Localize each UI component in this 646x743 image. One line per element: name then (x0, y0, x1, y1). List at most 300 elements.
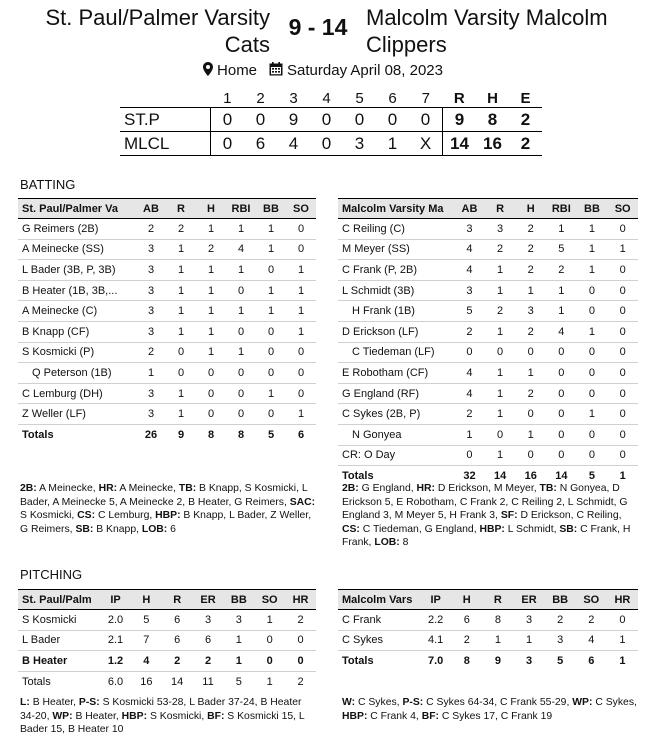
note-text: A Meinecke, (117, 483, 179, 494)
totals-label: Totals (22, 428, 54, 441)
stat-value: 3 (193, 610, 224, 631)
stat-column-header: HR (607, 590, 638, 610)
stat-value: 0 (286, 383, 316, 404)
stat-value: 1 (196, 280, 226, 301)
team-total: 14 (443, 132, 477, 156)
stat-column-header: BB (545, 590, 576, 610)
player-name: B Knapp (CF) (18, 321, 136, 342)
player-row (18, 342, 316, 363)
note-label: WP: (52, 710, 73, 722)
stat-value: 1 (607, 239, 638, 260)
stat-value: 0 (607, 383, 638, 404)
stat-value: 2 (515, 219, 546, 240)
player-name: Z Weller (LF) (18, 404, 136, 425)
note-text: 6 (167, 523, 176, 535)
player-row (338, 301, 638, 322)
stat-value: 0 (546, 363, 577, 384)
stat-value: 1 (226, 219, 256, 240)
total-value: 5 (235, 675, 242, 688)
stat-value: 1 (577, 321, 608, 342)
total-value: 9 (177, 428, 185, 441)
stat-value: 2 (136, 342, 166, 363)
stat-value: 1 (482, 630, 513, 651)
player-row (18, 280, 316, 301)
stat-value: 1 (454, 424, 485, 445)
stat-value: 0 (285, 651, 316, 672)
stat-value: 0 (607, 301, 638, 322)
stat-value: 0 (546, 445, 577, 466)
stat-value: 0 (515, 445, 546, 466)
stat-column-header: R (162, 590, 193, 610)
player-row (18, 321, 316, 342)
stat-value: 1 (286, 280, 316, 301)
stat-value: 2 (454, 404, 485, 425)
player-row (18, 383, 316, 404)
stat-value: 4 (454, 260, 485, 281)
player-row (18, 301, 316, 322)
stat-value: 0 (196, 404, 226, 425)
stat-value: 1 (607, 630, 638, 651)
stat-value: 1 (577, 219, 608, 240)
stat-value: 0 (607, 445, 638, 466)
inning-header: 6 (388, 89, 397, 107)
stat-value: 3 (513, 610, 544, 631)
stat-value: 0 (607, 404, 638, 425)
stat-value: 2 (162, 651, 193, 672)
stat-value: 1 (546, 301, 577, 322)
stat-value: 1 (256, 383, 286, 404)
player-row (18, 651, 316, 672)
stat-value: 6 (451, 610, 482, 631)
stat-value: 0 (546, 404, 577, 425)
player-row (338, 445, 638, 466)
total-value: 1 (619, 654, 626, 667)
stat-value: 1 (196, 342, 226, 363)
stat-value: 0 (286, 239, 316, 260)
stat-value: 4 (454, 239, 485, 260)
note-label: HBP: (479, 523, 505, 535)
stat-column-header: R (482, 590, 513, 610)
player-row (338, 383, 638, 404)
stat-value: 2 (485, 239, 516, 260)
stat-value: 3 (136, 321, 166, 342)
stat-value: 1 (286, 404, 316, 425)
stat-value: 4 (546, 321, 577, 342)
stat-value: 5 (454, 301, 485, 322)
totals-label: Totals (342, 469, 374, 482)
stat-value: 2 (166, 219, 196, 240)
stat-value: 3 (136, 404, 166, 425)
note-label: 2B: (342, 483, 359, 494)
stat-value: 0 (256, 363, 286, 384)
location-label: Home (217, 62, 258, 79)
inning-runs: 0 (211, 132, 245, 156)
stat-value: 2 (285, 610, 316, 631)
player-name: C Sykes (338, 630, 420, 651)
linescore-table (120, 89, 542, 156)
stat-value: 1 (515, 363, 546, 384)
note-text: A Meinecke, (36, 483, 99, 494)
stat-value: 1 (577, 239, 608, 260)
stat-value: 3 (136, 260, 166, 281)
stat-value: 0 (256, 404, 286, 425)
stat-value: 0 (256, 321, 286, 342)
stat-column-header: BB (223, 590, 254, 610)
calendar-icon (269, 62, 283, 80)
stat-value: 3 (515, 301, 546, 322)
stat-value: 1 (515, 280, 546, 301)
stat-value: 2.1 (100, 630, 131, 651)
inning-runs: 0 (420, 109, 431, 129)
total-value: 11 (202, 675, 214, 688)
note-label: CS: (77, 510, 96, 522)
player-row (18, 610, 316, 631)
stat-column-header: HR (285, 590, 316, 610)
player-name: C Tiedeman (LF) (338, 342, 454, 363)
note-label: P-S: (78, 697, 100, 708)
note-text: 8 (399, 537, 409, 549)
stat-value: 0 (226, 280, 256, 301)
note-label: LOB: (141, 523, 168, 535)
pitching-section-title: PITCHING (20, 567, 83, 582)
stat-value: 1 (166, 260, 196, 281)
stat-value: 1 (226, 342, 256, 363)
total-value: 2 (297, 675, 304, 688)
stat-value: 2 (193, 651, 224, 672)
stat-value: 0 (577, 424, 608, 445)
stat-value: 3 (136, 239, 166, 260)
note-label: 2B: (20, 483, 37, 494)
stat-value: 0 (607, 363, 638, 384)
stat-column-header: SO (254, 590, 285, 610)
stat-value: 0 (607, 424, 638, 445)
total-value: 6 (297, 428, 305, 441)
inning-runs: 3 (354, 133, 365, 153)
player-row (18, 239, 316, 260)
home-batting-notes (20, 482, 316, 536)
note-text: C Sykes, (592, 697, 637, 708)
note-text: G England, (358, 483, 417, 494)
stat-value: 0 (607, 321, 638, 342)
away-batting-table (338, 198, 638, 486)
stat-value: 0 (607, 610, 638, 631)
linescore-team: MLCL (124, 133, 170, 153)
stat-value: 2.0 (100, 610, 131, 631)
stat-value: 2 (515, 260, 546, 281)
stat-value: 0 (196, 363, 226, 384)
inning-runs: 9 (288, 109, 299, 129)
note-label: P-S: (402, 697, 424, 708)
player-name: A Meinecke (C) (18, 301, 136, 322)
stat-value: 3 (136, 383, 166, 404)
note-label: LOB: (374, 537, 400, 549)
stat-value: 1 (286, 260, 316, 281)
away-team-name: Malcolm Varsity Malcolm Clippers (366, 5, 608, 57)
total-value: 5 (588, 469, 596, 482)
stats-header-row (338, 199, 638, 219)
stat-column-header: RBI (226, 199, 256, 219)
stat-value: 2 (546, 260, 577, 281)
home-batting-table (18, 198, 316, 445)
stat-value: 2 (515, 239, 546, 260)
player-row (338, 239, 638, 260)
player-row (18, 219, 316, 240)
inning-runs: 0 (387, 109, 398, 129)
total-value: 6.0 (107, 675, 124, 688)
stat-value: 0 (286, 219, 316, 240)
note-label: SAC: (289, 496, 316, 508)
total-header: E (520, 89, 531, 107)
stat-value: 6 (162, 630, 193, 651)
stat-value: 0 (607, 280, 638, 301)
away-batting-notes (342, 482, 640, 550)
linescore-row (120, 108, 542, 132)
note-label: CS: (342, 523, 360, 535)
stat-value: 0 (166, 342, 196, 363)
player-name: L Schmidt (3B) (338, 280, 454, 301)
stat-value: 1 (577, 260, 608, 281)
totals-label: Totals (22, 675, 51, 688)
stat-value: 0 (196, 383, 226, 404)
stat-value: 0 (286, 342, 316, 363)
total-value: 9 (494, 654, 501, 667)
stat-value: 0 (577, 342, 608, 363)
player-name: B Heater (18, 651, 100, 672)
note-label: HBP: (121, 710, 148, 722)
stat-value: 2 (454, 321, 485, 342)
total-value: 16 (524, 469, 537, 482)
note-text: C Frank 4, (367, 710, 422, 722)
player-row (338, 280, 638, 301)
player-name: S Kosmicki (18, 610, 100, 631)
note-label: BF: (421, 710, 439, 722)
note-label: SB: (75, 523, 94, 535)
stat-value: 0 (256, 342, 286, 363)
stat-value: 1.2 (100, 651, 131, 672)
note-text: C Sykes 64-34, C Frank 55-29, (423, 697, 573, 708)
stat-value: 1 (196, 260, 226, 281)
game-date: Saturday April 08, 2023 (287, 62, 443, 79)
player-name: N Gonyea (338, 424, 454, 445)
total-value: 16 (140, 675, 153, 688)
note-text: B Heater, (29, 697, 79, 708)
stat-column-header: SO (576, 590, 607, 610)
player-row (18, 630, 316, 651)
player-name: B Heater (1B, 3B,... (18, 280, 136, 301)
note-text: B Knapp, S Kosmicki, L Bader, A Meinecke 5, A Meinecke 2, B Heater, G Reimers, (20, 483, 308, 508)
note-label: HBP: (342, 710, 368, 722)
inning-header: 3 (289, 89, 298, 107)
note-label: SB: (559, 523, 578, 535)
stat-value: 2 (515, 321, 546, 342)
note-text: S Kosmicki 53-28, L Bader 37-24, B Heater 34-20, (20, 697, 302, 722)
note-text: D Erickson, C Reiling, (517, 510, 622, 522)
player-name: H Frank (1B) (338, 301, 454, 322)
inning-runs: 0 (354, 109, 365, 129)
stat-value: 0 (577, 445, 608, 466)
total-value: 1 (266, 675, 273, 688)
player-name: C Frank (338, 610, 420, 631)
stat-value: 2 (196, 239, 226, 260)
note-label: SF: (500, 510, 518, 522)
player-row (338, 424, 638, 445)
note-text: S Kosmicki 15, L Bader 15, B Heater 10 (20, 710, 305, 736)
stat-value: 6 (162, 610, 193, 631)
stat-value: 4 (226, 239, 256, 260)
total-value: 14 (171, 675, 184, 688)
stat-value: 5 (131, 610, 162, 631)
total-header: H (487, 89, 498, 107)
stat-value: 2 (136, 219, 166, 240)
home-team-name: St. Paul/Palmer Varsity Cats (45, 5, 270, 57)
map-pin-icon (203, 62, 213, 80)
note-label: W: (342, 697, 356, 708)
note-text: C Lemburg, (95, 510, 156, 522)
player-row (338, 610, 638, 631)
player-name: CR: O Day (338, 445, 454, 466)
inning-runs: 1 (387, 133, 398, 153)
stat-column-header: H (451, 590, 482, 610)
stat-value: 1 (546, 219, 577, 240)
note-text: C Sykes, (355, 697, 403, 708)
stat-value: 1 (196, 321, 226, 342)
stat-column-header: AB (454, 199, 485, 219)
team-column-header: St. Paul/Palm (18, 590, 100, 610)
inning-header: 5 (355, 89, 364, 107)
linescore-team: ST.P (124, 109, 160, 129)
inning-header: 7 (421, 89, 430, 107)
stat-value: 0 (546, 342, 577, 363)
stat-value: 1 (256, 239, 286, 260)
stat-value: 1 (226, 301, 256, 322)
stat-value: 0 (607, 342, 638, 363)
home-pitching-notes (20, 696, 316, 737)
player-name: L Bader (3B, P, 3B) (18, 260, 136, 281)
player-name: C Lemburg (DH) (18, 383, 136, 404)
player-name: Q Peterson (1B) (18, 363, 136, 384)
linescore-corner (120, 89, 211, 108)
stat-column-header: IP (100, 590, 131, 610)
note-text: B Heater, (72, 710, 122, 722)
note-text: S Kosmicki, (147, 710, 208, 722)
stat-value: 3 (485, 219, 516, 240)
team-total: 9 (443, 108, 477, 132)
stat-value: 0 (485, 342, 516, 363)
total-value: 7.0 (428, 654, 444, 667)
stat-value: 0 (577, 383, 608, 404)
stat-value: 3 (136, 301, 166, 322)
note-label: TB: (539, 483, 557, 494)
stat-column-header: AB (136, 199, 166, 219)
stat-value: 0 (454, 342, 485, 363)
note-label: WP: (572, 697, 593, 708)
stat-value: 0 (254, 651, 285, 672)
stat-value: 1 (513, 630, 544, 651)
stat-value: 0 (226, 363, 256, 384)
total-value: 26 (144, 428, 158, 441)
stat-value: 1 (286, 301, 316, 322)
player-row (18, 363, 316, 384)
player-row (338, 363, 638, 384)
team-column-header: St. Paul/Palmer Va (18, 199, 136, 219)
note-label: TB: (178, 483, 197, 494)
stat-value: 2 (485, 301, 516, 322)
note-text: L Schmidt, (504, 523, 560, 535)
stat-value: 1 (166, 301, 196, 322)
player-name: E Robotham (CF) (338, 363, 454, 384)
linescore-header (120, 89, 542, 108)
final-score: 9 - 14 (288, 14, 348, 40)
stat-value: 1 (136, 363, 166, 384)
stat-value: 0 (485, 424, 516, 445)
stat-value: 1 (485, 280, 516, 301)
stat-value: 1 (515, 424, 546, 445)
stat-column-header: BB (256, 199, 286, 219)
team-column-header: Malcolm Vars (338, 590, 420, 610)
note-text: B Knapp, (93, 523, 142, 535)
stat-value: 2 (545, 610, 576, 631)
stat-value: 1 (485, 260, 516, 281)
team-total: 16 (483, 133, 502, 153)
away-pitching-notes (342, 696, 640, 723)
player-row (18, 260, 316, 281)
batting-section-title: BATTING (20, 177, 76, 192)
totals-row (18, 671, 316, 691)
team-total: 2 (520, 109, 531, 129)
note-label: HBP: (155, 510, 181, 522)
totals-row (338, 651, 638, 671)
stat-value: 1 (485, 445, 516, 466)
inning-header: 4 (322, 89, 331, 107)
stat-value: 1 (226, 260, 256, 281)
player-row (338, 404, 638, 425)
stat-value: 4.1 (420, 630, 451, 651)
stat-value: 4 (131, 651, 162, 672)
inning-runs: 0 (211, 108, 245, 132)
stats-header-row (18, 199, 316, 219)
stat-value: 1 (577, 404, 608, 425)
player-name: L Bader (18, 630, 100, 651)
team-total: 8 (487, 109, 498, 129)
note-text: C Frank, H Frank, (342, 523, 631, 549)
stat-value: 0 (577, 301, 608, 322)
player-name: G England (RF) (338, 383, 454, 404)
stat-value: 0 (607, 219, 638, 240)
stat-value: 2 (576, 610, 607, 631)
player-name: S Kosmicki (P) (18, 342, 136, 363)
stat-value: 4 (454, 383, 485, 404)
note-text: N Gonyea, D Erickson 5, E Robotham, C Frank 2, C Reiling 2, L Schmidt, G England 3, M Meyer 5, H Frank 3, (342, 483, 628, 522)
stat-value: 7 (131, 630, 162, 651)
home-pitching-table (18, 589, 316, 691)
team-column-header: Malcolm Varsity Ma (338, 199, 454, 219)
stat-value: 0 (286, 363, 316, 384)
note-label: HR: (416, 483, 435, 494)
note-text: C Tiedeman, G England, (359, 523, 480, 535)
stat-value: 0 (226, 383, 256, 404)
stat-value: 0 (285, 630, 316, 651)
stat-value: 3 (545, 630, 576, 651)
total-value: 6 (588, 654, 595, 667)
stat-value: 0 (577, 280, 608, 301)
stat-column-header: IP (420, 590, 451, 610)
stat-value: 1 (166, 280, 196, 301)
stat-value: 1 (546, 280, 577, 301)
stat-value: 0 (226, 321, 256, 342)
stat-value: 3 (223, 610, 254, 631)
total-value: 8 (207, 428, 215, 441)
total-value: 1 (619, 469, 626, 482)
